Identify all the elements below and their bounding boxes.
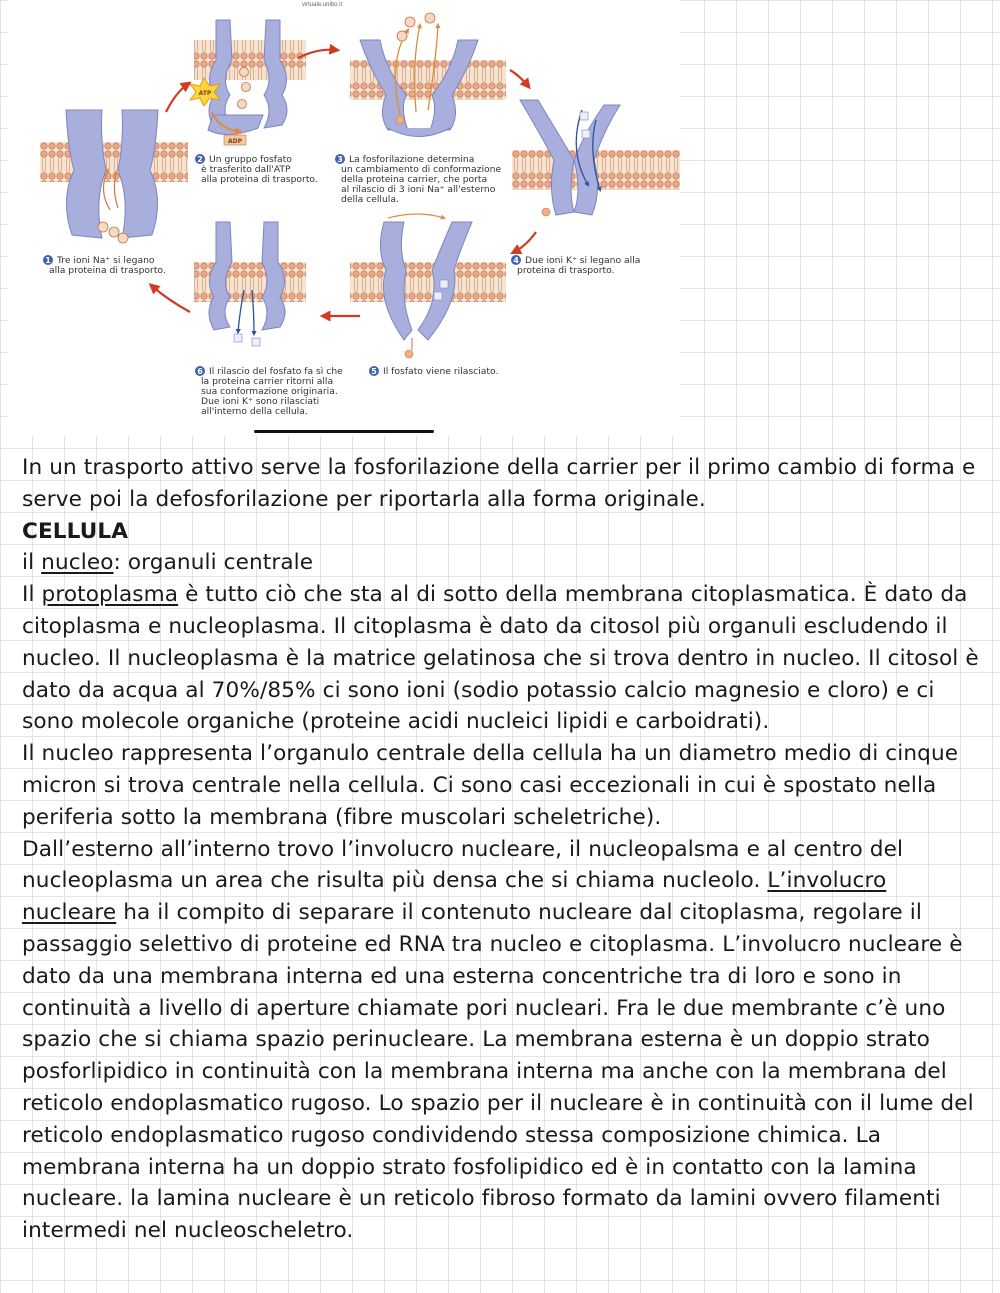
step-number: 1 xyxy=(45,256,51,265)
notes-body xyxy=(22,452,982,1247)
paragraph-involucro: Dall’esterno all’interno trovo l’involucro nucleare, il nucleopalsma e al centro del nucleoplasma un area che risulta più densa che si chiama nucleolo. L’involucro nucleare ha il compito di separare il contenuto nucleare dal citoplasma, regolare il passaggio selettivo di proteine ed RNA tra nucleo e citoplasma. L’involucro nucleare è dato da una membrana interna ed una esterna concentriche tra di loro e sono in continuità a livello di aperture chiamate pori nucleari. Fra le due membrante c’è uno spazio che si chiama spazio perinucleare. La membrana esterna è un doppio strato posforlipidico in continuità con la membrana interna ma anche con la membrana del reticolo endoplasmatico rugoso. Lo spazio per il nucleare è in continuità con il lume del reticolo endoplasmatico rugoso condividendo stessa composizione chimica. La membrana interna ha un doppio strato fosfolipidico ed è in contatto con la lamina nucleare. la lamina nucleare è un reticolo fibroso formato da lamini ovvero filamenti intermedi nel nucleoscheletro. xyxy=(22,836,974,1244)
step-number: 2 xyxy=(197,155,203,164)
panel-4 xyxy=(512,100,680,216)
svg-text:ATP: ATP xyxy=(198,90,212,97)
step-number: 5 xyxy=(371,367,377,376)
step-caption-line: proteina di trasporto. xyxy=(517,265,615,276)
step-caption-line: all'interno della cellula. xyxy=(201,406,308,417)
paragraph-protoplasma: Il protoplasma è tutto ciò che sta al di sotto della membrana citoplasmatica. È dato da citoplasma e nucleoplasma. Il citoplasma è dato da citosol più organuli escludendo il nucleo. Il nucleoplasma è la matrice gelatinosa che si trova dentro in nucleo. Il citosol è dato da acqua al 70%/85% ci sono ioni (sodio potassio calcio magnesio e cloro) e ci sono molecole organiche (proteine acidi nucleici lipidi e carboidrati). xyxy=(22,582,979,735)
step-caption-line: la proteina carrier ritorni alla xyxy=(201,376,334,387)
paragraph-nucleo-def: il nucleo: organuli centrale xyxy=(22,550,314,576)
step-caption-line: della cellula. xyxy=(341,194,399,205)
term-protoplasma: protoplasma xyxy=(41,582,179,608)
panel-5 xyxy=(350,214,506,358)
step-caption-line: alla proteina di trasporto. xyxy=(201,174,318,185)
step-caption-line: Il fosfato viene rilasciato. xyxy=(383,366,499,377)
term-involucro-nucleare: L’involucro nucleare xyxy=(22,868,887,926)
panel-1 xyxy=(40,110,188,243)
paragraph-nucleo: Il nucleo rappresenta l’organulo centrale della cellula ha un diametro medio di cinque micron si trova centrale nella cellula. Ci sono casi eccezionali in cui è spostato nella periferia sotto la membrana (fibre muscolari scheletriche). xyxy=(22,741,959,830)
panel-6 xyxy=(194,222,306,346)
step-caption-line: alla proteina di trasporto. xyxy=(49,265,166,276)
step-caption-line: Due ioni K⁺ si legano alla xyxy=(525,255,641,266)
home-indicator xyxy=(254,430,434,433)
step-caption-line: è trasferito dall'ATP xyxy=(201,164,291,175)
step-caption-line: Tre ioni Na⁺ si legano xyxy=(57,255,155,266)
term-nucleo: nucleo xyxy=(41,550,114,576)
section-heading: CELLULA xyxy=(22,518,129,544)
step-caption-line: Un gruppo fosfato xyxy=(209,154,292,165)
step-number: 6 xyxy=(197,367,203,376)
paragraph-active-transport: In un trasporto attivo serve la fosforilazione della carrier per il primo cambio di forma e serve poi la defosforilazione per riportarla alla forma originale. xyxy=(22,455,976,512)
step-caption-line: La fosforilazione determina xyxy=(349,154,475,165)
step-caption-line: al rilascio di 3 ioni Na⁺ all'esterno xyxy=(341,184,496,195)
step-caption-line: Due ioni K⁺ sono rilasciati xyxy=(201,396,320,407)
panel-2 xyxy=(190,20,306,145)
step-caption-line: un cambiamento di conformazione xyxy=(341,164,502,175)
step-caption-line: della proteina carrier, che porta xyxy=(341,174,488,185)
sodium-potassium-pump-figure xyxy=(8,0,680,436)
panel-3 xyxy=(350,13,506,137)
source-url: virtuale.unibo.it xyxy=(301,2,343,8)
step-number: 4 xyxy=(513,256,519,265)
step-number: 3 xyxy=(337,155,343,164)
svg-text:ADP: ADP xyxy=(227,138,243,145)
step-caption-line: sua conformazione originaria. xyxy=(201,386,338,397)
step-caption-line: Il rilascio del fosfato fa sì che xyxy=(209,366,343,377)
